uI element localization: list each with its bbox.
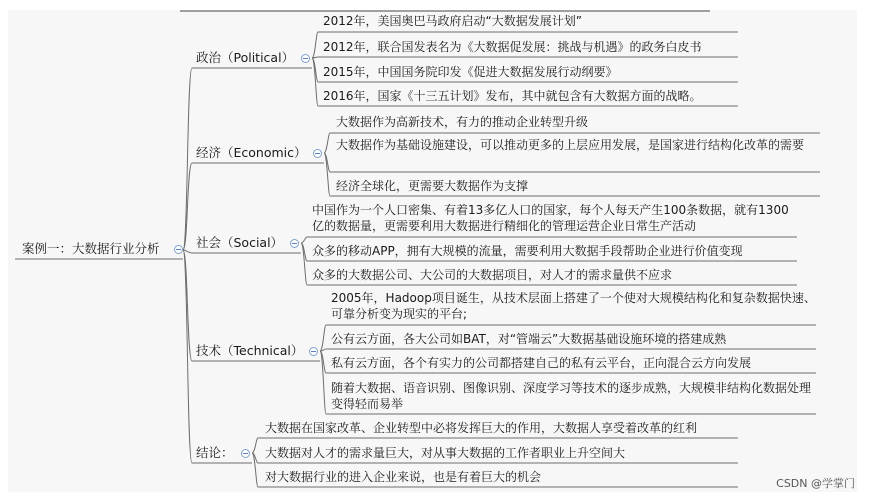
political-item-2[interactable]: 2012年，联合国发表名为《大数据促发展：挑战与机遇》的政务白皮书 [323,40,702,54]
political-item-1[interactable]: 2012年，美国奥巴马政府启动“大数据发展计划” [323,14,582,28]
watermark: CSDN @学掌门 [776,477,855,490]
branch-social[interactable]: 社会（Social） [196,235,284,250]
conclusion-item-1[interactable]: 大数据在国家改革、企业转型中必将发挥巨大的作用，大数据人享受着改革的红利 [265,421,698,435]
branch-3-to-item-1 [301,237,307,243]
branch-technical[interactable]: 技术（Technical） [196,343,304,358]
root-to-branch-1 [183,68,192,250]
conclusion-item-3[interactable]: 对大数据行业的进入企业来说，也是有着巨大的机会 [265,470,542,484]
root-topic[interactable]: 案例一：大数据行业分析 [22,241,160,256]
social-item-1[interactable]: 中国作为一个人口密集、有着13多亿人口的国家，每个人每天产生100条数据，就有1300亿的数据量，更需要利用大数据进行精细化的管理运营企业日常生产活动 [312,203,789,233]
political-item-4[interactable]: 2016年，国家《十三五计划》发布，其中就包含有大数据方面的战略。 [323,89,702,103]
branch-1-to-item-1 [312,32,318,58]
branch-social-collapse-icon[interactable] [290,239,299,248]
technical-item-1[interactable]: 2005年，Hadoop项目诞生，从技术层面上搭建了一个使对大规模结构化和复杂数据快速、可靠分析变为现实的平台; [331,291,816,321]
branch-economic-collapse-icon[interactable] [313,149,322,158]
branch-2-to-item-1 [324,133,330,153]
social-item-3[interactable]: 众多的大数据公司、大公司的大数据项目，对人才的需求量供不应求 [312,268,673,282]
technical-item-4[interactable]: 随着大数据、语音识别、图像识别、深度学习等技术的逐步成熟，大规模非结构化数据处理变得轻而易举 [331,381,812,411]
branch-4-to-item-1 [320,325,326,351]
branch-5-to-item-1 [252,438,258,453]
root-collapse-icon[interactable] [174,245,183,254]
economic-item-2[interactable]: 大数据作为基础设施建设，可以推动更多的上层应用发展，是国家进行结构化改革的需要 [336,138,805,152]
technical-item-2[interactable]: 公有云方面，各大公司如BAT，对“管端云”大数据基础设施环境的搭建成熟 [331,332,727,346]
branch-economic[interactable]: 经济（Economic） [196,145,307,160]
economic-item-3[interactable]: 经济全球化，更需要大数据作为支撑 [336,179,529,193]
branch-technical-collapse-icon[interactable] [309,347,318,356]
political-item-3[interactable]: 2015年，中国国务院印发《促进大数据发展行动纲要》 [323,65,618,79]
branch-political-collapse-icon[interactable] [301,54,310,63]
branch-political[interactable]: 政治（Political） [196,50,295,65]
technical-item-3[interactable]: 私有云方面，各个有实力的公司都搭建自己的私有云平台，正向混合云方向发展 [331,356,752,370]
branch-conclusion-collapse-icon[interactable] [241,449,250,458]
social-item-2[interactable]: 众多的移动APP，拥有大规模的流量，需要利用大数据手段帮助企业进行价值变现 [312,244,743,258]
branch-conclusion[interactable]: 结论： [196,445,234,460]
economic-item-1[interactable]: 大数据作为高新技术，有力的推动企业转型升级 [336,115,589,129]
conclusion-item-2[interactable]: 大数据对人才的需求量巨大，对从事大数据的工作者职业上升空间大 [265,446,626,460]
